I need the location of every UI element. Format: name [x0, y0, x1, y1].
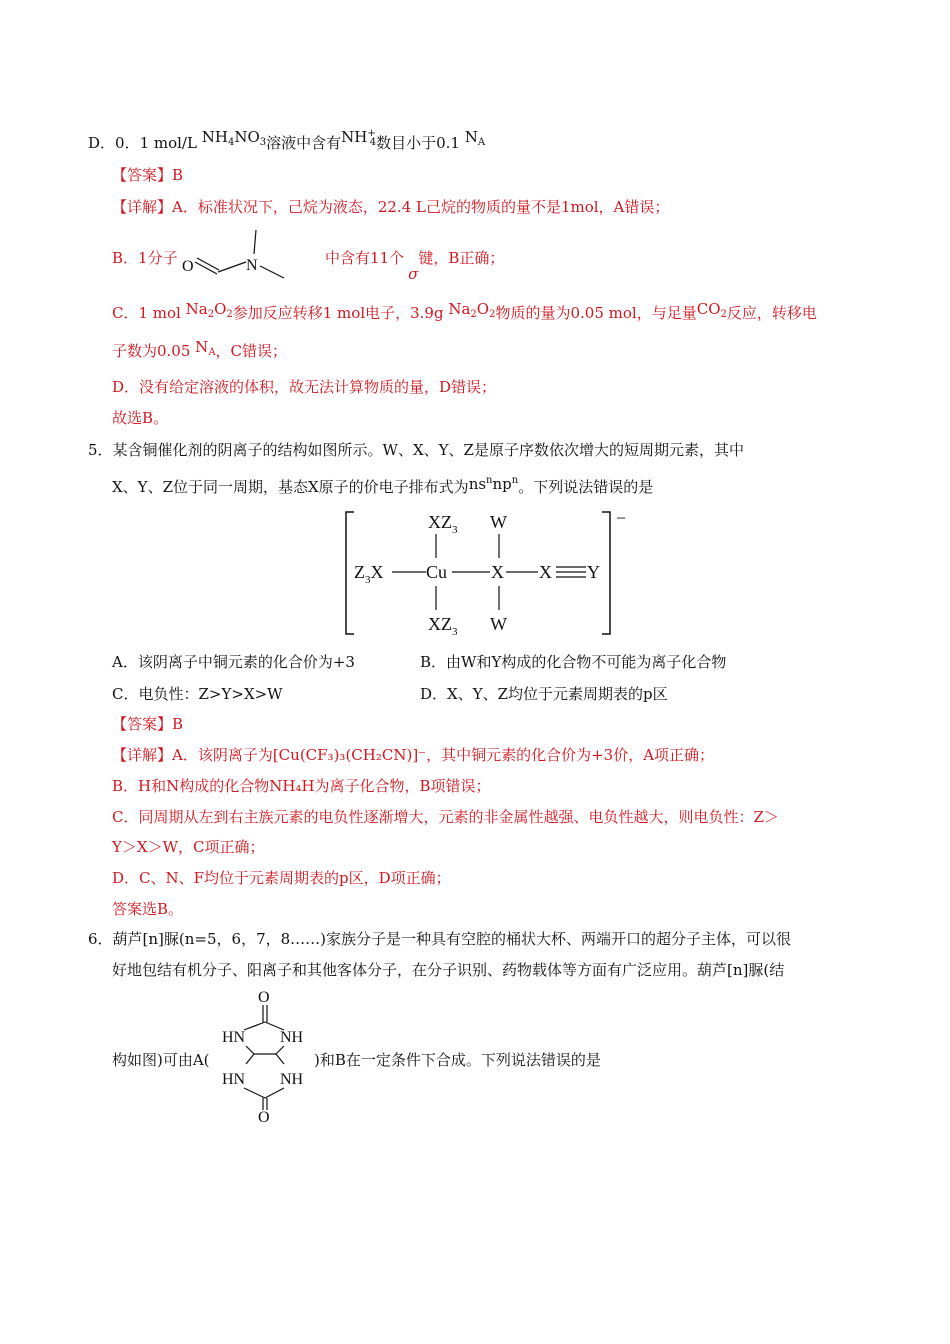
q4-detail-a: 【详解】A．标准状况下，己烷为液态，22.4 L己烷的物质的量不是1mol，A错误；: [112, 198, 670, 216]
q6-stem-line3-suffix: )和B在一定条件下合成。下列说法错误的是: [314, 1051, 601, 1069]
q4-answer: 【答案】B: [112, 166, 184, 184]
dmf-oxygen-label: O: [182, 258, 194, 275]
center-x: X: [491, 562, 504, 582]
q5-option-a: A．该阴离子中铜元素的化合价为+3: [112, 653, 355, 671]
left-z3x: $Z_3X$: [354, 562, 384, 586]
right-x: X: [539, 562, 552, 582]
top-xz3: $XZ_3$: [428, 512, 458, 536]
q4-option-d: D．0．1 mol/L $NH_4NO_3$溶液中含有$NH^+_4$数目小于0.1 $N_A$: [88, 128, 486, 152]
q5-detail-a: 【详解】A．该阴离子为[Cu(CF₃)₃(CH₂CN)]⁻，其中铜元素的化合价为+3价，A项正确；: [112, 746, 715, 764]
q4-detail-b-prefix: B．1分子: [112, 249, 178, 267]
q6-stem-line3-prefix: 构如图)可由A(: [112, 1051, 210, 1069]
q4-detail-d: D．没有给定溶液的体积，故无法计算物质的量，D错误；: [112, 378, 497, 396]
q4-detail-c-line1: C．1 mol $Na_2O_2$参加反应转移1 mol电子，3.9g $Na_2O_2$物质的量为0.05 mol，与足量$CO_2$反应，转移电: [112, 300, 817, 322]
right-y: Y: [587, 562, 600, 582]
q5-stem-line1: 5．某含铜催化剂的阴离子的结构如图所示。W、X、Y、Z是原子序数依次增大的短周期元素，其中: [88, 441, 744, 459]
gly-nh-bottom: NH: [280, 1071, 304, 1088]
copper-anion-structure: [340, 508, 630, 638]
q4-conclusion: 故选B。: [112, 409, 169, 427]
q4-detail-c-line2: 子数为0.05 $N_A$，C错误；: [112, 338, 288, 360]
q5-option-b: B．由W和Y构成的化合物不可能为离子化合物: [420, 653, 727, 671]
dmf-structure-diagram: [180, 226, 305, 286]
q5-option-d: D．X、Y、Z均位于元素周期表的p区: [420, 685, 668, 703]
q5-conclusion: 答案选B。: [112, 900, 184, 918]
anion-charge: −: [616, 508, 627, 528]
top-w: W: [490, 512, 507, 532]
dmf-nitrogen-label: N: [246, 257, 258, 274]
center-cu: Cu: [426, 562, 448, 582]
q5-detail-b: B．H和N构成的化合物NH₄H为离子化合物，B项错误；: [112, 777, 491, 795]
q5-answer: 【答案】B: [112, 715, 184, 733]
q5-detail-c-line2: Y＞X＞W，C项正确；: [112, 838, 265, 856]
q6-stem-line2: 好地包结有机分子、阳离子和其他客体分子，在分子识别、药物载体等方面有广泛应用。葫芦[n]脲(结: [112, 961, 785, 979]
gly-bottom-oxygen: O: [258, 1109, 270, 1124]
glycoluril-structure: [218, 988, 314, 1124]
q5-stem-line2: X、Y、Z位于同一周期，基态X原子的价电子排布式为$ns^nnp^n$。下列说法错误的是: [112, 475, 654, 496]
q4-detail-b-suffix: 中含有11个σ键，B正确；: [325, 249, 505, 283]
q5-detail-d: D．C、N、F均位于元素周期表的p区，D项正确；: [112, 869, 451, 887]
gly-nh-top: NH: [280, 1029, 304, 1046]
bottom-xz3: $XZ_3$: [428, 614, 458, 638]
q5-detail-c-line1: C．同周期从左到右主族元素的电负性逐渐增大，元素的非金属性越强、电负性越大，则电负性：Z＞: [112, 808, 779, 826]
gly-top-oxygen: O: [258, 989, 270, 1006]
q6-stem-line1: 6．葫芦[n]脲(n=5，6，7，8……)家族分子是一种具有空腔的桶状大杯、两端开口的超分子主体，可以很: [88, 930, 792, 948]
gly-hn-bottom: HN: [222, 1071, 246, 1088]
q5-option-c: C．电负性：Z>Y>X>W: [112, 685, 283, 703]
bottom-w: W: [490, 614, 507, 634]
gly-hn-top: HN: [222, 1029, 246, 1046]
